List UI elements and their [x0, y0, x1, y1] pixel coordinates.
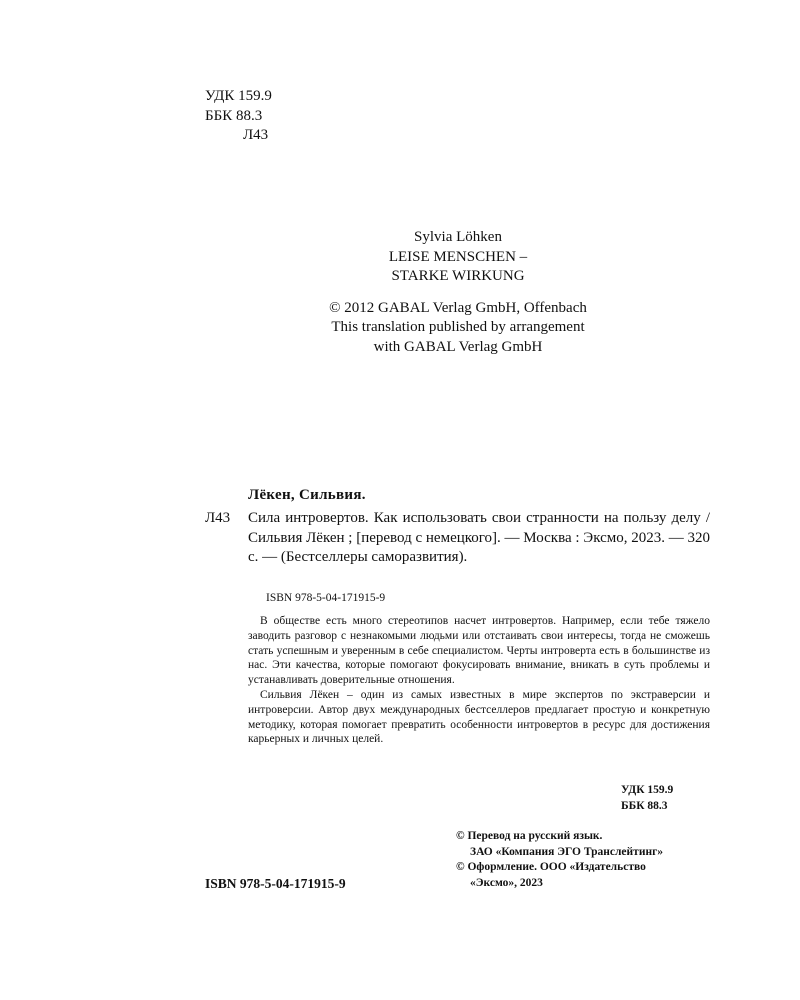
udk-code: УДК 159.9	[205, 88, 272, 104]
bottom-udk: УДК 159.9	[621, 784, 674, 796]
copyright-design-line2: «Эксмо», 2023	[470, 876, 543, 889]
annotation-paragraph: Сильвия Лёкен – один из самых известных в мире экспертов по экстраверсии и интроверсии. Автор двух международных бестселлеров предлагает простую и конкретную методику, которая помогает превратить особенности интровертов в ресурс для достижения карьерных и личных целей.	[248, 688, 710, 746]
copyright-block	[456, 829, 663, 891]
copyright-translation-line1: © Перевод на русский язык.	[456, 830, 603, 842]
copyright-design-line1: © Оформление. ООО «Издательство	[456, 861, 646, 873]
original-author: Sylvia Löhken	[414, 229, 502, 245]
record-author: Лёкен, Сильвия.	[248, 487, 366, 503]
original-title-line1: LEISE MENSCHEN –	[388, 248, 528, 265]
copyright-translation-line2: ЗАО «Компания ЭГО Транслейтинг»	[470, 845, 664, 858]
original-edition-block	[200, 228, 716, 357]
annotation-paragraph: В обществе есть много стереотипов насчет интровертов. Например, если тебе тяжело заводить разговор с незнакомыми людьми или отстаивать свои интересы, тогда не сможешь стать успешным и уверенным в себе специалистом. Черты интроверта есть в большинстве из нас. Эти качества, которые помогают фокусировать внимание, вникать в суть проблемы и устанавливать доверительные отношения.	[248, 615, 710, 687]
bbk-code: ББК 88.3	[205, 107, 263, 124]
bibliographic-description: Сила интровертов. Как использовать свои странности на пользу делу / Сильвия Лёкен ; [перевод с немецкого]. — Москва : Эксмо, 2023. — 320 с. — (Бестселлеры саморазвития).	[248, 510, 711, 565]
original-copyright-line3: with GABAL Verlag GmbH	[373, 338, 543, 355]
original-copyright-line1: © 2012 GABAL Verlag GmbH, Offenbach	[329, 299, 587, 316]
original-copyright-line2: This translation published by arrangement	[331, 319, 585, 335]
annotation	[248, 614, 710, 747]
isbn-main: ISBN 978-5-04-171915-9	[205, 876, 346, 891]
classification-block	[205, 87, 272, 146]
bottom-classification	[621, 783, 673, 814]
record-isbn: ISBN 978-5-04-171915-9	[266, 592, 386, 604]
original-title-line2: STARKE WIRKUNG	[391, 268, 525, 284]
record-author-mark: Л43	[205, 510, 231, 526]
author-mark: Л43	[243, 127, 269, 143]
bottom-bbk: ББК 88.3	[621, 799, 668, 812]
